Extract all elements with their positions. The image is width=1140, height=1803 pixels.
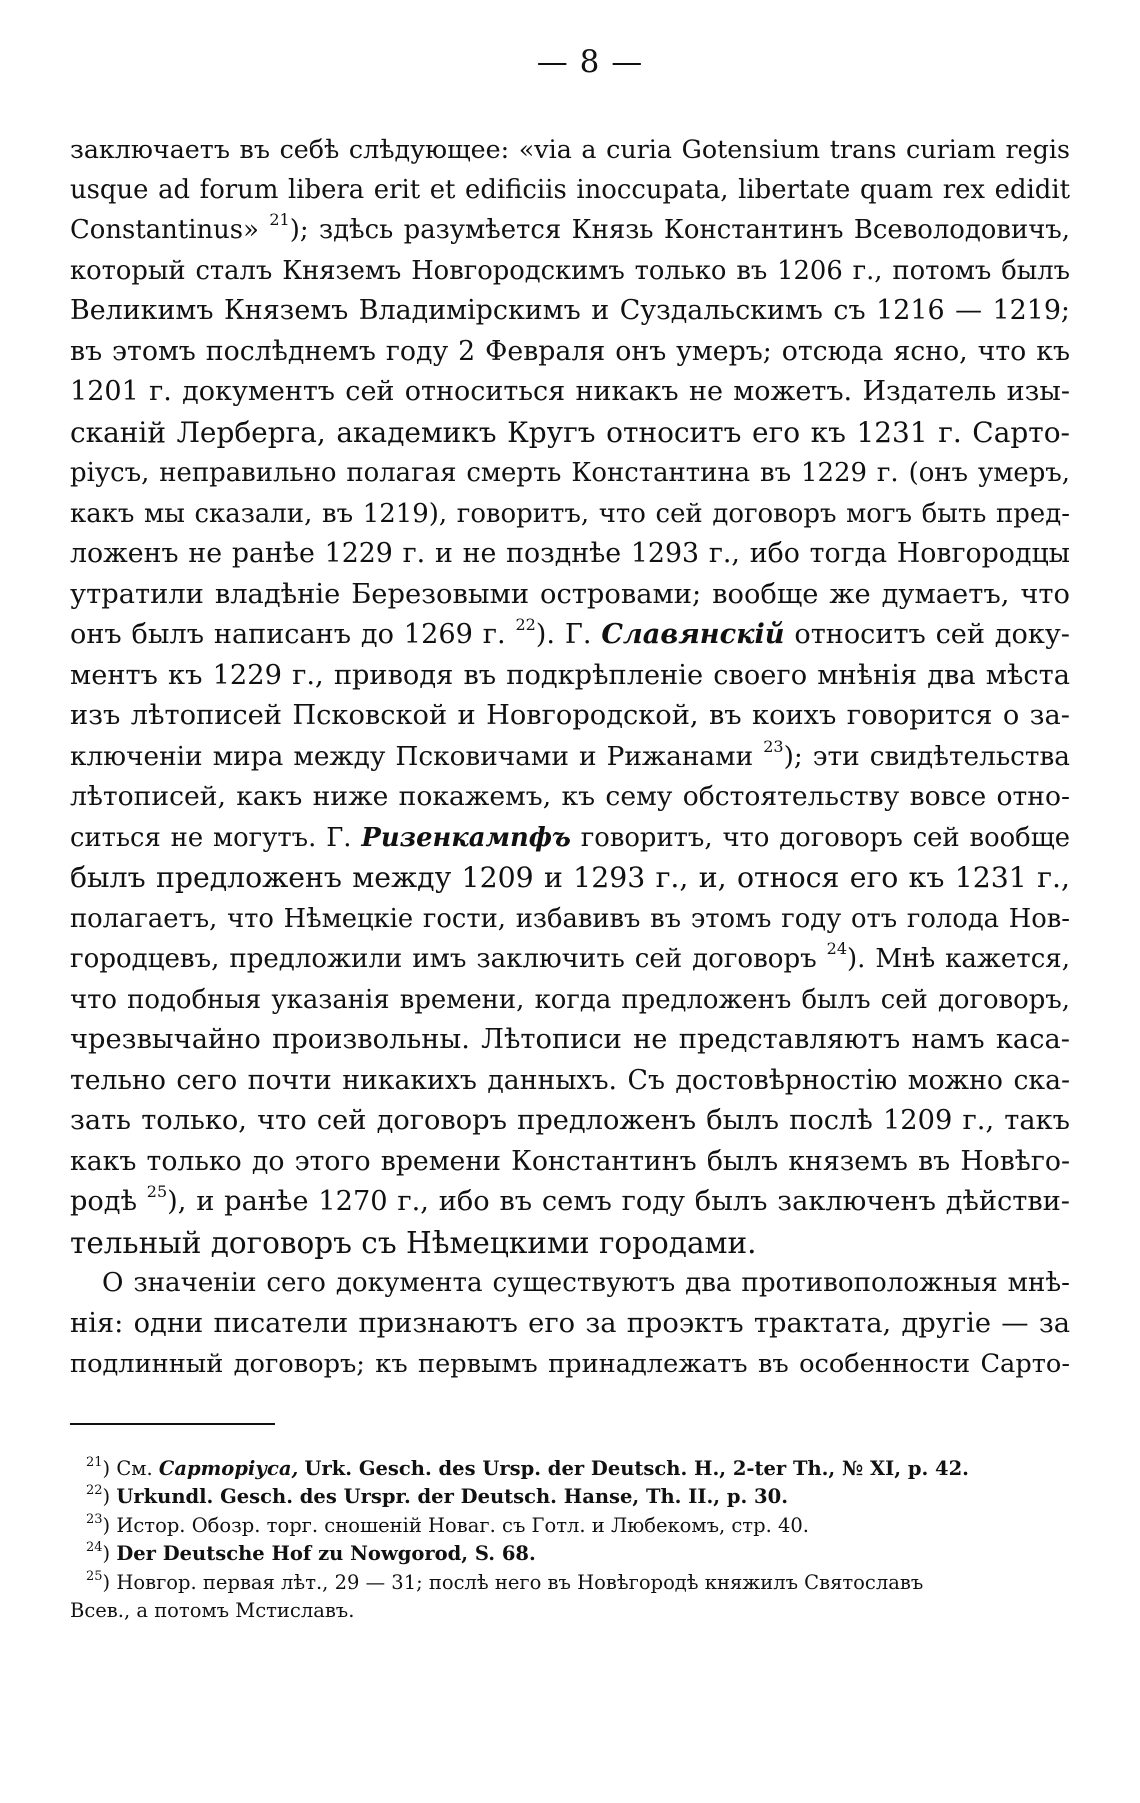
footnote-23: $^{23}$) Истор. Обозр. торг. сношеній Новаг. съ Готл. и Любекомъ, стр. 40. [86, 1511, 809, 1537]
text-line: изъ лѣтописей Псковской и Новгородской, въ коихъ говорится о за- [70, 700, 1070, 731]
footnote-number: 21 [86, 1454, 103, 1470]
text-line: usque ad forum libera erit et edificiis inoccupata, libertate quam rex edidit [70, 174, 1070, 205]
footnote-number: 23 [86, 1511, 103, 1527]
footnote-ref-23: 23 [763, 736, 784, 756]
text-line [70, 939, 1070, 980]
footnote-25: $^{25}$) Новгор. первая лѣт., 29 — 31; послѣ него въ Новѣгородѣ княжилъ Святославъ [86, 1568, 924, 1594]
footnote-text: Истор. Обозр. торг. сношеній Новаг. съ Готл. и Любекомъ, стр. 40. [116, 1513, 809, 1537]
text-line: былъ предложенъ между 1209 и 1293 г., и, относя его къ 1231 г., [70, 861, 1070, 894]
text-line: что подобныя указанія времени, когда предложенъ былъ сей договоръ, [70, 984, 1070, 1015]
text-line [70, 210, 1070, 251]
text-line: утратили владѣніе Березовыми островами; вообще же думаетъ, что [70, 578, 1070, 610]
footnote-ref-21: 21 [269, 210, 290, 229]
page-number: — 8 — [536, 44, 644, 80]
text-line: сканій Лерберга, академикъ Кругъ относитъ его къ 1231 г. Сарто- [70, 415, 1070, 449]
main-text [70, 129, 1070, 1385]
footnote-text: См. [116, 1456, 153, 1480]
footnote-22: $^{22}$) Urkundl. Gesch. des Urspr. der Deutsch. Hanse, Th. II., p. 30. [86, 1483, 788, 1508]
footnote-number: 24 [86, 1540, 103, 1555]
text-line: полагаетъ, что Нѣмецкіе гости, избавивъ въ этомъ году отъ голода Нов- [70, 903, 1070, 934]
footnote-text: Der Deutsche Hof zu Nowgorod, S. 68. [116, 1542, 536, 1565]
text-line: нія: одни писатели признаютъ его за проэктъ трактата, другіе — за [70, 1307, 1070, 1339]
text-line: ментъ къ 1229 г., приводя въ подкрѣпленіе своего мнѣнія два мѣста [70, 659, 1070, 691]
text-line [70, 1182, 1070, 1223]
text-line: который сталъ Княземъ Новгородскимъ только въ 1206 г., потомъ былъ [70, 255, 1070, 286]
text-line: ложенъ не ранѣе 1229 г. и не позднѣе 1293 г., ибо тогда Новгородцы [70, 538, 1070, 569]
text-line: какъ мы сказали, въ 1219), говоритъ, что сей договоръ могъ быть пред- [70, 498, 1070, 529]
text-line: подлинный договоръ; къ первымъ принадлежатъ въ особенности Сарто- [70, 1349, 1070, 1379]
text-segment: ). Г. [535, 619, 592, 650]
footnote-author: Сарторіуса, [158, 1456, 299, 1480]
footnote-ref-24: 24 [826, 939, 848, 958]
text-line: ріусъ, неправильно полагая смерть Константина въ 1229 г. (онъ умеръ, [70, 458, 1070, 488]
text-line: въ этомъ послѣднемъ году 2 Февраля онъ умеръ; отсюда ясно, что къ [70, 335, 1070, 367]
text-segment: ); эти свидѣтельства [783, 741, 1070, 772]
footnote-ref-25: 25 [146, 1182, 168, 1201]
footnote-25-continued: Всев., а потомъ Мстиславъ. [70, 1599, 355, 1622]
footnote-text: Urk. Gesch. des Ursp. der Deutsch. H., 2-ter Th., № XI, p. 42. [304, 1456, 969, 1480]
text-segment: ). Мнѣ кажется, [847, 944, 1070, 974]
text-line: лѣтописей, какъ ниже покажемъ, къ сему обстоятельству вовсе отно- [70, 781, 1070, 812]
text-segment: Constantinus» [70, 215, 259, 245]
author-name-slavyansky: Славянскій [601, 619, 785, 650]
text-line: тельно сего почти никакихъ данныхъ. Съ достовѣрностію можно ска- [70, 1064, 1070, 1096]
text-line: заключаетъ въ себѣ слѣдующее: «via a curia Gotensium trans curiam regis [70, 134, 1070, 164]
text-segment: ); здѣсь разумѣется Князь Константинъ Всеволодовичъ, [289, 215, 1070, 245]
author-name-rizenkampf: Ризенкампфъ [361, 822, 571, 853]
text-segment: онъ былъ написанъ до 1269 г. [70, 619, 506, 650]
footnote-number: 25 [86, 1568, 103, 1584]
footnote-21: $^{21}$) См. Сарторіуса, Urk. Gesch. des Ursp. der Deutsch. H., 2-ter Th., № XI, p. 42. [86, 1454, 969, 1480]
footnote-text: Новгор. первая лѣт., 29 — 31; послѣ него въ Новѣгородѣ княжилъ Святославъ [116, 1570, 924, 1594]
text-line: зать только, что сей договоръ предложенъ былъ послѣ 1209 г., такъ [70, 1105, 1070, 1136]
text-segment: родѣ [70, 1186, 137, 1217]
text-segment: говоритъ, что договоръ сей вообще [580, 822, 1070, 853]
text-segment: ключеніи мира между Псковичами и Рижанами [70, 741, 754, 772]
footnotes [70, 1455, 1070, 1626]
footnote-number: 22 [86, 1483, 103, 1498]
text-line: тельный договоръ съ Нѣмецкими городами. [70, 1225, 757, 1260]
text-line [70, 737, 1070, 778]
text-segment: ситься не могутъ. Г. [70, 822, 352, 853]
text-line [70, 818, 1070, 859]
book-page [70, 40, 1070, 1780]
text-line: какъ только до этого времени Константинъ былъ княземъ въ Новѣго- [70, 1145, 1070, 1177]
text-line: Великимъ Княземъ Владимірскимъ и Суздальскимъ съ 1216 — 1219; [70, 295, 1070, 326]
footnote-text: Urkundl. Gesch. des Urspr. der Deutsch. Hanse, Th. II., p. 30. [116, 1485, 788, 1508]
text-line: 1201 г. документъ сей относиться никакъ не можетъ. Издатель изы- [70, 376, 1070, 407]
footnote-ref-22: 22 [515, 615, 536, 634]
footnote-divider [70, 1423, 275, 1425]
text-line: О значеніи сего документа существуютъ два противоположныя мнѣ- [102, 1268, 1070, 1298]
text-segment: относитъ сей доку- [794, 619, 1070, 650]
text-line [70, 615, 1070, 656]
text-line: чрезвычайно произвольны. Лѣтописи не представляютъ намъ каса- [70, 1024, 1070, 1055]
text-segment: городцевъ, предложили имъ заключить сей договоръ [70, 944, 817, 974]
footnote-24: $^{24}$) Der Deutsche Hof zu Nowgorod, S. 68. [86, 1540, 536, 1565]
text-segment: ), и ранѣе 1270 г., ибо въ семъ году былъ заключенъ дѣйстви- [167, 1186, 1070, 1217]
